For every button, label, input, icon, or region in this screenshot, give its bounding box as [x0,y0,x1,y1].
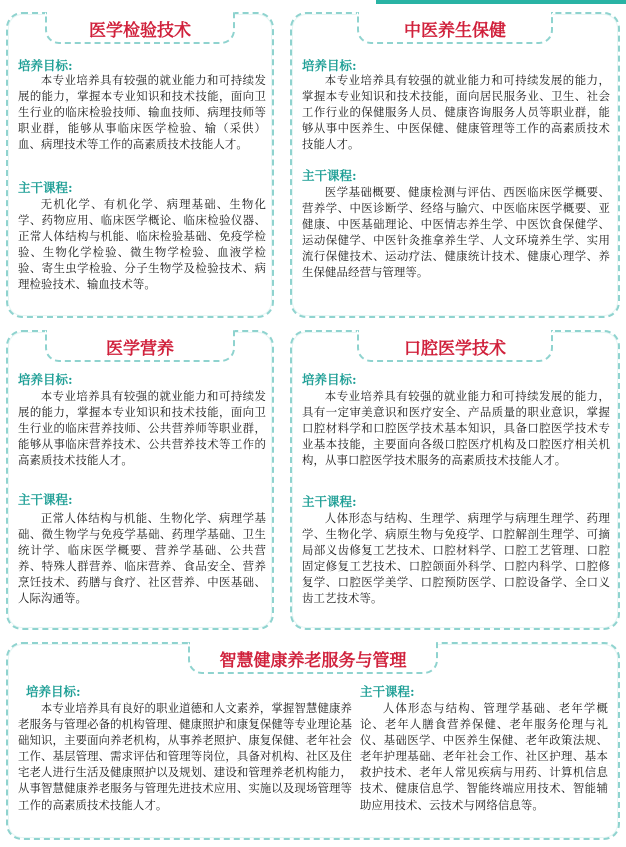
courses-text: 人体形态与结构、生理学、病理学与病理生理学、药理学、生物化学、病原生物与免疫学、口腔解剖生理学、可摘局部义齿修复工艺技术、口腔材料学、口腔工艺管理、口腔固定修复工艺技术、口腔颌面外科学、口腔内科学、口腔修复学、口腔医学美学、口腔预防医学、口腔设备学、全口义齿工艺技术等。 [302,511,610,606]
goal-heading: 培养目标: [18,58,73,73]
card-title-tab [188,642,438,674]
goal-heading: 培养目标: [302,58,357,73]
major-card-lab [6,12,274,318]
goal-text: 本专业培养具有较强的就业能力和可持续发展的能力，掌握本专业知识和技术技能，面向卫生行业的临床营养技师、公共营养师等职业群，能够从事临床营养技术、公共营养技术等工作的高素质技术技能人才。 [18,389,266,468]
courses-heading: 主干课程: [18,180,73,195]
goal-text: 本专业培养具有良好的职业道德和人文素养，掌握智慧健康养老服务与管理必备的机构管理、健康照护和康复保健等专业理论基础知识，主要面向养老机构，从事养老照护、康复保健、老年社会工作、基层管理、需求评估和管理等岗位，具备对机构、社区及住宅老人进行生活及健康照护以及规划、建设和管理养老机构能力，从事智慧健康养老服务与管理先进技术应用、实施以及现场管理等工作的高素质技术技能人才。 [18,701,352,812]
courses-heading: 主干课程: [302,168,357,183]
card-title-tab [357,12,553,44]
card-title-tab [45,12,235,44]
courses-text: 正常人体结构与机能、生物化学、病理学基础、微生物学与免疫学基础、药理学基础、卫生统计学、临床医学概要、营养学基础、公共营养、特殊人群营养、临床营养、食品安全、营养烹饪技术、药膳与食疗、社区营养、中医基础、人际沟通等。 [18,511,266,606]
goal-text: 本专业培养具有较强的就业能力和可持续发展的能力，掌握本专业知识和技术技能，面向卫生行业的临床检验技师、输血技师、病理技师等职业群，能够从事临床医学检验、输（采供）血、病理技术等工作的高素质技术技能人才。 [18,73,266,152]
major-card-oral [290,330,620,630]
card-title: 口腔医学技术 [404,339,506,359]
courses-text: 无机化学、有机化学、病理基础、生物化学、药物应用、临床医学概论、临床检验仪器、正常人体结构与机能、临床检验基础、免疫学检验、生物化学检验、微生物学检验、血液学检验、寄生虫学检验、分子生物学及检验技术、病理检验技术、输血技术等。 [18,197,266,292]
goal-heading: 培养目标: [26,684,81,699]
major-card-elderly [6,642,620,840]
card-title-tab [45,330,235,362]
goal-heading: 培养目标: [302,372,357,387]
card-title: 医学营养 [106,339,174,359]
courses-heading: 主干课程: [360,684,415,699]
card-title: 智慧健康养老服务与管理 [219,651,407,671]
courses-heading: 主干课程: [18,492,73,507]
goal-text: 本专业培养具有较强的就业能力和可持续发展的能力，具有一定审美意识和医疗安全、产品质量的职业意识，掌握口腔材料学和口腔医学技术基本知识，具备口腔医学技术专业基本技能，主要面向各级口腔医疗机构及口腔医疗相关机构，从事口腔医学技术服务的高素质技术技能人才。 [302,389,610,468]
major-card-tcm [290,12,620,318]
goal-heading: 培养目标: [18,372,73,387]
courses-text: 医学基础概要、健康检测与评估、西医临床医学概要、营养学、中医诊断学、经络与腧穴、中医临床医学概要、亚健康、中医基础理论、中医情志养生学、中医饮食保健学、运动保健学、中医针灸推拿养生学、人文环境养生学、实用流行保健技术、运动疗法、健康统计技术、健康心理学、养生保健品经营与管理等。 [302,185,610,280]
top-accent-bar [376,0,626,4]
major-card-nutrition [6,330,274,630]
card-title: 医学检验技术 [89,21,191,41]
courses-text: 人体形态与结构、管理学基础、老年学概论、老年人膳食营养保健、老年服务伦理与礼仪、基础医学、中医养生保健、老年政策法规、老年护理基础、老年社会工作、社区护理、基本救护技术、老年人常见疾病与用药、计算机信息技术、健康信息学、智能终端应用技术、智能辅助应用技术、云技术与网络信息等。 [360,701,608,812]
goal-text: 本专业培养具有较强的就业能力和可持续发展的能力，掌握本专业知识和技术技能，面向居民服务业、卫生、社会工作行业的保健服务人员、健康咨询服务人员等职业群，能够从事中医养生、中医保健、健康管理等工作的高素质技术技能人才。 [302,73,610,152]
card-title: 中医养生保健 [404,21,506,41]
card-title-tab [357,330,553,362]
courses-heading: 主干课程: [302,494,357,509]
